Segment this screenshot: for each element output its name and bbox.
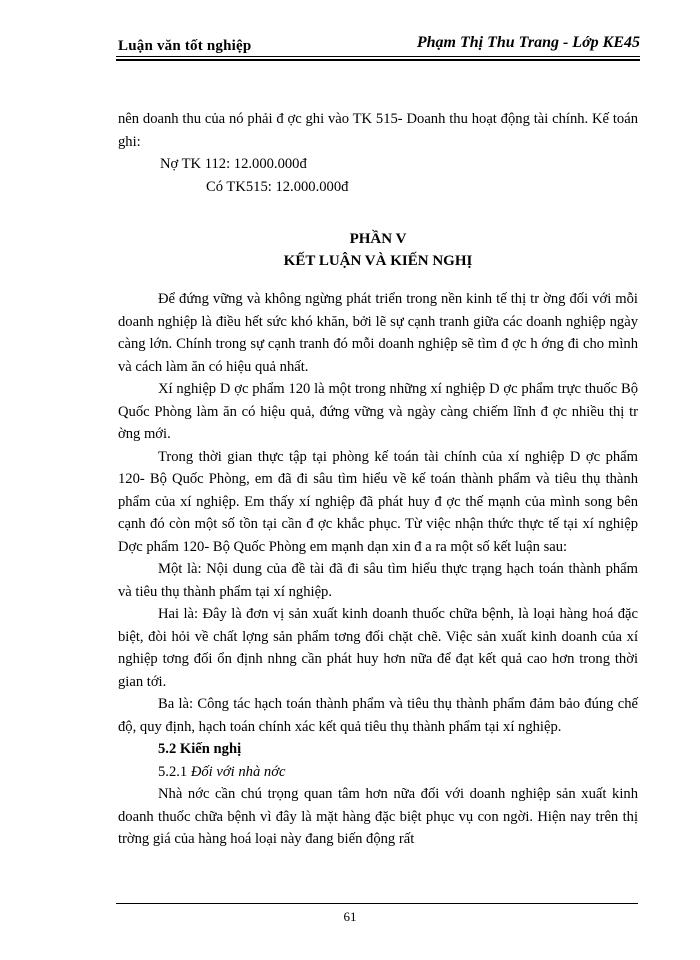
- intro-paragraph: nên doanh thu của nó phải đ ợc ghi vào TK 515- Doanh thu hoạt động tài chính. Kế toán ghi:: [118, 111, 638, 150]
- paragraph-6: Ba là: Công tác hạch toán thành phẩm và tiêu thụ thành phẩm đảm bảo đúng chế độ, quy định, hạch toán chính xác kết quả tiêu thụ thành phẩm tại xí nghiệp.: [118, 696, 638, 735]
- header-thesis-label: Luận văn tốt nghiệp: [118, 38, 252, 54]
- page-number: 61: [343, 909, 357, 924]
- header-author-class: Phạm Thị Thu Trang - Lớp KE45: [416, 34, 640, 51]
- subsection-heading: 5.2 Kiến nghị: [158, 741, 242, 757]
- paragraph-4: Một là: Nội dung của đề tài đã đi sâu tìm hiểu thực trạng hạch toán thành phẩm và tiêu thụ thành phẩm tại xí nghiệp.: [118, 561, 638, 600]
- header-rule-thin: [116, 56, 640, 57]
- footer-rule: [116, 903, 638, 904]
- paragraph-last: Nhà nớc cần chú trọng quan tâm hơn nữa đối với doanh nghiệp sản xuất kinh doanh thuốc chữa bệnh vì đây là mặt hàng đặc biệt phục vụ con ngời. Hiện nay trên thị trờng giá của hàng hoá loại này đang biến động rất: [118, 786, 638, 847]
- section-title: KẾT LUẬN VÀ KIẾN NGHỊ: [283, 253, 473, 269]
- paragraph-3: Trong thời gian thực tập tại phòng kế toán tài chính của xí nghiệp D ợc phẩm 120- Bộ Quốc Phòng, em đã đi sâu tìm hiểu về kế toán thành phẩm và tiêu thụ thành phẩm của xí nghiệp. Em thấy xí nghiệp đã phát huy đ ợc thế mạnh của mình song bên cạnh đó còn một số tồn tại cần đ ợc khắc phục. Từ việc nhận thức thực tế tại xí nghiệp Dợc phẩm 120- Bộ Quốc Phòng em mạnh dạn xin đ a ra một số kết luận sau:: [118, 448, 638, 555]
- section-label: PHẦN V: [349, 231, 407, 247]
- paragraph-5: Hai là: Đây là đơn vị sản xuất kinh doanh thuốc chữa bệnh, là loại hàng hoá đặc biệt, đòi hỏi về chất lợng sản phẩm tơng đối chặt chẽ. Việc sản xuất kinh doanh của xí nghiệp tơng đối ổn định nhng cần phát huy hơn nữa để đạt kết quả cao hơn trong thời gian tới.: [118, 606, 638, 690]
- journal-entry-credit: Có TK515: 12.000.000đ: [206, 178, 349, 195]
- paragraph-2: Xí nghiệp D ợc phẩm 120 là một trong những xí nghiệp D ợc phẩm trực thuốc Bộ Quốc Phòng làm ăn có hiệu quả, đứng vững và ngày càng chiếm lĩnh đ ợc nhiều thị tr ờng mới.: [118, 381, 638, 442]
- page-body: [118, 108, 638, 851]
- journal-entry-debit: Nợ TK 112: 12.000.000đ: [160, 156, 307, 172]
- header-rule-thick: [116, 59, 640, 61]
- subsubsection-number: 5.2.1: [158, 763, 188, 780]
- subsubsection-heading: [158, 761, 638, 784]
- subsubsection-title: Đối với nhà nớc: [190, 763, 286, 780]
- paragraph-1: Để đứng vững và không ngừng phát triển trong nền kinh tế thị tr ờng đối với mỗi doanh nghiệp là điều hết sức khó khăn, bởi lẽ sự cạnh tranh giữa các doanh nghiệp ngày càng lớn. Chính trong sự cạnh tranh đó mỗi doanh nghiệp sẽ tìm đ ợc h ớng đi cho mình và cách làm ăn có hiệu quả nhất.: [118, 291, 638, 375]
